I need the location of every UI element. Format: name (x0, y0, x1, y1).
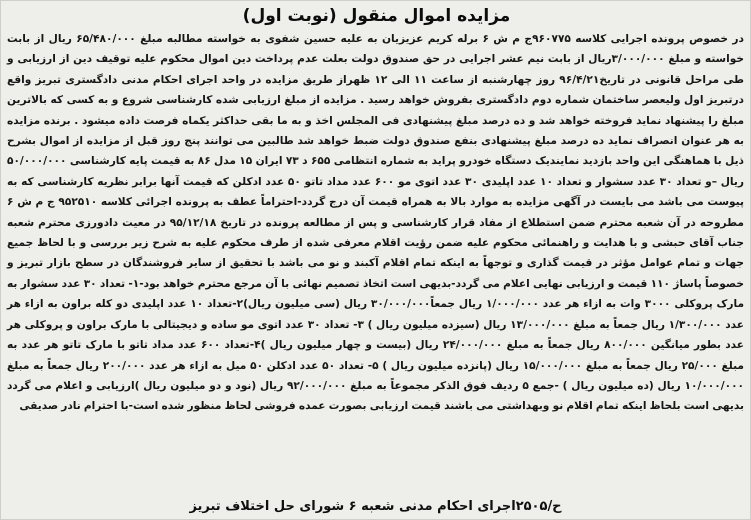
notice-body: در خصوص پرونده اجرایی کلاسه ۹۶۰۷۷۵ج م ش ۶ برله کریم عزیزیان به علیه حسین شفوی به خواسته مطالبه مبلغ ۶۵/۴۸۰/۰۰۰ ریال از بابت خواسته و مبلغ ۳/۰۰۰/۰۰۰ریال از بابت نیم عشر اجرایی در حق صندوق دولت بعلت عدم پرداخت دین اموال محکوم علیه توقیف دین از ارزیابی و طی مراحل قانونی در تاریخ۹۶/۴/۲۱ روز چهارشنبه از ساعت ۱۱ الی ۱۲ ظهراز طریق مزایده در واحد اجرای احکام مدنی دادگستری تبریز واقع درتبریز اول ولیعصر ساختمان شماره دوم دادگستری بفروش خواهد رسید . مزایده از مبلغ ارزیابی شده کارشناسی شروع و به کسی که بالاترین مبلغ را پیشنهاد نماید فروخته خواهد شد و ده درصد مبلغ پیشنهادی فی المجلس اخذ و به ما بقی حداکثر یکماه فرصت داده میشود . برنده مزایده به هر عنوان انصراف نماید ده درصد مبلغ پیشنهادی بنفع صندوق دولت ضبط خواهد شد طالبین می توانند پنج روز قبل از مزایده از اموال بشرح ذیل با هماهنگی این واحد بازدید نمایندیک دستگاه خودرو پراید به شماره انتظامی ۶۵۵ د ۷۳ ایران ۱۵ مدل ۸۶ به قیمت پایه کارشناسی ۵۰/۰۰۰/۰۰۰ ریال –و تعداد ۳۰ عدد سشوار و تعداد ۱۰ عدد اپلیدی ۳۰ عدد اتوی مو ۶۰۰ عدد مداد تاتو ۵۰ عدد ادکلن که قیمت آنها برابر نظریه کارشناسی که به پیوست می باشد می بایست در آگهی مزایده به موارد بالا به همراه قیمت آن درج گردد-احتراماً عطف به پرونده اجرائی کلاسه ۹۵۲۵۱۰ ج م ش ۶ مطروحه در آن شعبه محترم ضمن استطلاع از مفاد قرار کارشناسی و پس از مطالعه پرونده در تاریخ ۹۵/۱۲/۱۸ در معیت دادورزی محترم شعبه جناب آقای حبشی و با هدایت و راهنمائی محکوم علیه ضمن رؤیت اقلام معرفی شده از طرف محکوم علیه به شرح زیر بررسی و با لحاظ جمیع جهات و تمام عوامل مؤثر در قیمت گذاری و توجهاً به اینکه تمام اقلام آکبند و نو می باشد با تحقیق از سایر فروشندگان در سطح بازار تبریز و خصوصاً پاساژ ۱۱۰ قیمت و ارزیابی نهایی اعلام می گردد-بدیهی است اتخاذ تصمیم نهائی با آن مرجع محترم خواهد بود-۱- تعداد ۳۰ عدد سشوار به مارک پروکلی ۳۰۰۰ وات به ازاء هر عدد ۱/۰۰۰/۰۰۰ ریال جمعاً۳۰/۰۰۰/۰۰۰ ریال (سی میلیون ریال)۲-تعداد ۱۰ عدد اپلیدی دو کله براون به ازاء هر عدد ۱/۳۰۰/۰۰۰ ریال جمعاً به مبلغ ۱۳/۰۰۰/۰۰۰ ریال (سیزده میلیون ریال ) ۳- تعداد ۳۰ عدد اتوی مو ساده و دیجیتالی با مارک براون و پروکلی هر عدد بطور میانگین ۸۰۰/۰۰۰ ریال جمعاً به مبلغ ۲۴/۰۰۰/۰۰۰ ریال (بیست و چهار میلیون ریال )۴-تعداد ۶۰۰ عدد مداد تاتو با مارک تاتو هر عدد به مبلغ ۲۵/۰۰۰ ریال جمعاً به مبلغ ۱۵/۰۰۰/۰۰۰ ریال (پانزده میلیون ریال ) ۵- تعداد ۵۰ عدد ادکلن ۵۰ میل به ازاء هر عدد ۲۰۰/۰۰۰ ریال جمعاً به مبلغ ۱۰/۰۰۰/۰۰۰ ریال (ده میلیون ریال ) -جمع ۵ ردیف فوق الذکر مجموعاً به مبلغ ۹۲/۰۰۰/۰۰۰ ریال (نود و دو میلیون ریال )ارزیابی و اعلام می گردد بدیهی است بلحاظ اینکه تمام اقلام نو وبهداشتی می باشند قیمت ارزیابی بصورت عمده فروشی لحاظ منظور شده است-با احترام نادر صدیقی (7, 33, 745, 413)
notice-title: مزایده اموال منقول (نوبت اول) (242, 6, 511, 26)
notice-footer: ح/۲۵۰۵اجرای احکام مدنی شعبه ۶ شورای حل اختلاف تبریز (189, 499, 562, 514)
